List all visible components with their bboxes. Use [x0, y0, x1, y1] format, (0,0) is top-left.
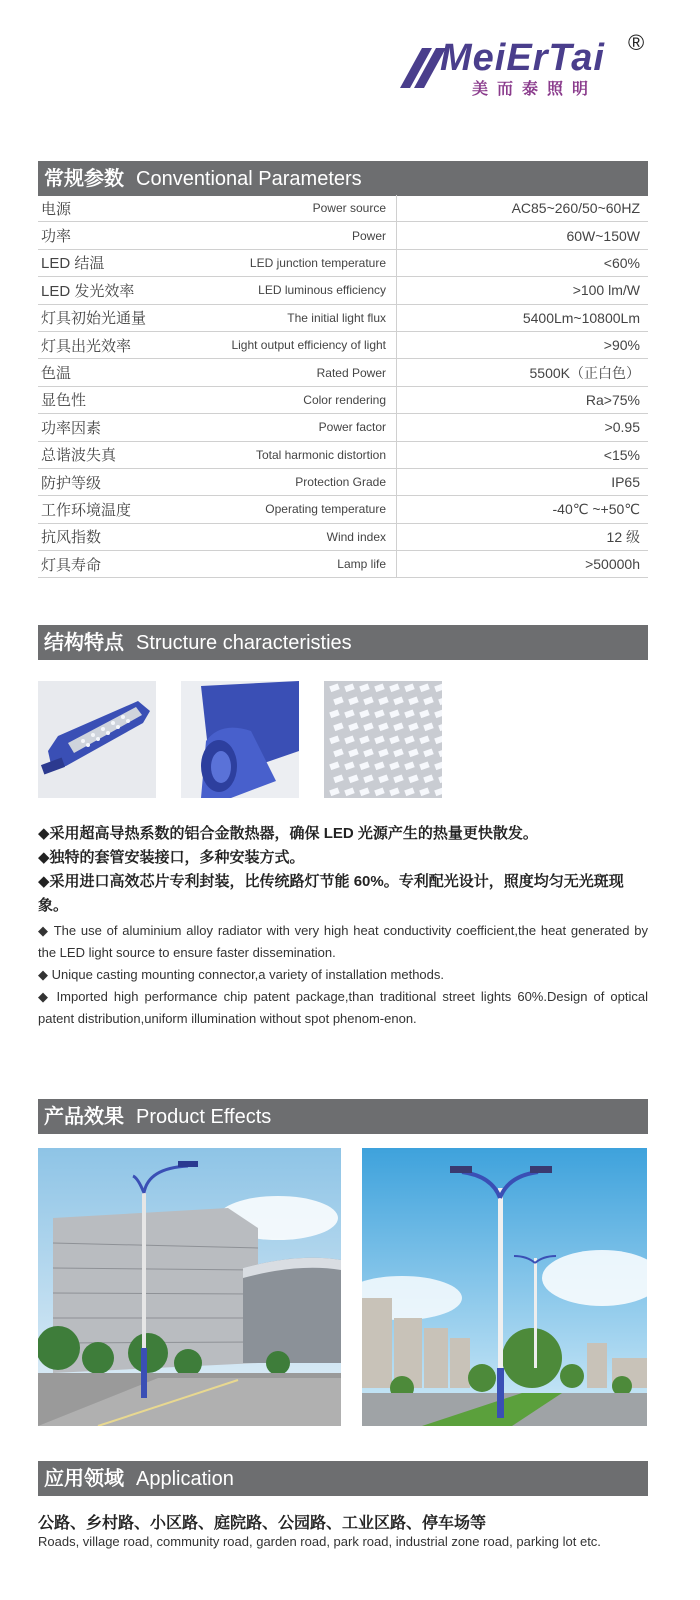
feature-cn-2: ◆独特的套管安装接口，多种安装方式。 [38, 849, 305, 866]
feature-en-3: ◆ Imported high performance chip patent package,than traditional street lights 60%.Design of optical patent distribution,uniform illumination without spot phenom-enon. [38, 989, 648, 1026]
application-cn: 公路、乡村路、小区路、庭院路、公园路、工业区路、停车场等 [38, 1515, 487, 1532]
registered-mark: ® [628, 30, 645, 55]
application-en: Roads, village road, community road, garden road, park road, industrial zone road, parking lot etc. [38, 1534, 601, 1549]
section-header-conventional [38, 161, 648, 196]
effect-photo-building [38, 1148, 341, 1426]
parameter-name-cn: LED 发光效率 [41, 282, 135, 300]
parameter-name-cn: 显色性 [41, 392, 87, 410]
parameter-name-cn: 防护等级 [41, 474, 102, 492]
parameter-name-cn: 电源 [41, 200, 72, 218]
logo-wordmark: MeiErTai [440, 37, 605, 79]
parameter-row [38, 250, 648, 277]
parameter-value: >50000h [396, 551, 648, 577]
parameter-row [38, 332, 648, 359]
parameter-row [38, 277, 648, 304]
parameter-name-en: Color rendering [303, 392, 386, 407]
parameter-name-cn: 总谐波失真 [41, 447, 117, 465]
parameter-row [38, 359, 648, 386]
parameter-row [38, 469, 648, 496]
parameter-value: >90% [396, 332, 648, 358]
parameter-value: IP65 [396, 469, 648, 495]
section-title-en: Structure characteristies [136, 632, 352, 654]
section-title-en: Application [136, 1468, 234, 1490]
structure-features [38, 822, 648, 1030]
parameter-name-en: Light output efficiency of light [231, 338, 386, 353]
parameter-value: 12 级 [396, 524, 648, 550]
logo-chinese-name: 美而泰照明 [472, 81, 598, 98]
parameter-row [38, 442, 648, 469]
parameter-name-cn: 灯具寿命 [41, 556, 102, 574]
parameter-row [38, 414, 648, 441]
parameter-name-cn: 抗风指数 [41, 529, 102, 547]
parameter-name-en: LED junction temperature [249, 255, 386, 270]
product-photo-led-chips [324, 681, 442, 798]
parameter-row [38, 222, 648, 249]
feature-cn-1: ◆采用超高导热系数的铝合金散热器，确保 LED 光源产生的热量更快散发。 [38, 825, 538, 842]
parameter-name-en: Rated Power [316, 365, 386, 380]
parameter-name-en: The initial light flux [287, 310, 386, 325]
product-photo-lamp [38, 681, 156, 798]
parameter-name-en: Protection Grade [295, 475, 386, 490]
parameter-value: AC85~260/50~60HZ [396, 195, 648, 221]
section-header-structure [38, 625, 648, 660]
parameter-name-en: Lamp life [337, 557, 386, 572]
parameter-row [38, 551, 648, 578]
section-title-cn: 应用领域 [44, 1468, 124, 1490]
parameter-value: <60% [396, 250, 648, 276]
parameter-name-en: Wind index [326, 529, 386, 544]
parameter-row [38, 305, 648, 332]
parameter-row [38, 387, 648, 414]
parameter-value: >0.95 [396, 414, 648, 440]
parameter-name-en: Power factor [318, 420, 386, 435]
parameter-value: 60W~150W [396, 222, 648, 248]
parameter-row [38, 524, 648, 551]
section-header-application [38, 1461, 648, 1496]
product-photo-mount [181, 681, 299, 798]
parameter-value: 5400Lm~10800Lm [396, 305, 648, 331]
section-title-en: Conventional Parameters [136, 168, 362, 190]
section-header-effects [38, 1099, 648, 1134]
parameter-value: -40℃ ~+50℃ [396, 496, 648, 522]
feature-en-1: ◆ The use of aluminium alloy radiator with very high heat conductivity coefficient,the heat generated by the LED light source to ensure faster dissemination. [38, 923, 648, 960]
parameter-name-en: Total harmonic distortion [255, 447, 386, 462]
parameter-name-cn: 工作环境温度 [41, 501, 132, 519]
parameter-name-cn: 灯具出光效率 [41, 337, 132, 355]
parameter-value: <15% [396, 442, 648, 468]
parameter-name-en: Power [351, 228, 386, 243]
parameter-value: >100 lm/W [396, 277, 648, 303]
feature-en-2: ◆ Unique casting mounting connector,a variety of installation methods. [38, 967, 445, 982]
section-title-en: Product Effects [136, 1106, 272, 1128]
parameter-name-cn: 色温 [41, 365, 72, 383]
section-title-cn: 产品效果 [44, 1106, 124, 1128]
section-title-cn: 常规参数 [44, 168, 124, 190]
parameter-value: Ra>75% [396, 387, 648, 413]
parameter-value: 5500K（正白色） [396, 359, 648, 385]
parameter-name-en: Power source [312, 201, 386, 216]
parameter-name-cn: LED 结温 [41, 255, 105, 273]
parameters-table [38, 195, 648, 578]
parameter-name-cn: 功率因素 [41, 419, 102, 437]
parameter-name-cn: 灯具初始光通量 [41, 310, 147, 328]
effect-photo-street [362, 1148, 647, 1426]
feature-cn-3: ◆采用进口高效芯片专利封装，比传统路灯节能 60%。专利配光设计，照度均匀无光斑现象。 [38, 873, 624, 914]
section-title-cn: 结构特点 [44, 632, 124, 654]
parameter-row [38, 195, 648, 222]
parameter-name-en: LED luminous efficiency [258, 283, 386, 298]
parameter-row [38, 496, 648, 523]
parameter-name-en: Operating temperature [265, 502, 386, 517]
brand-logo [400, 30, 660, 100]
parameter-name-cn: 功率 [41, 228, 72, 246]
